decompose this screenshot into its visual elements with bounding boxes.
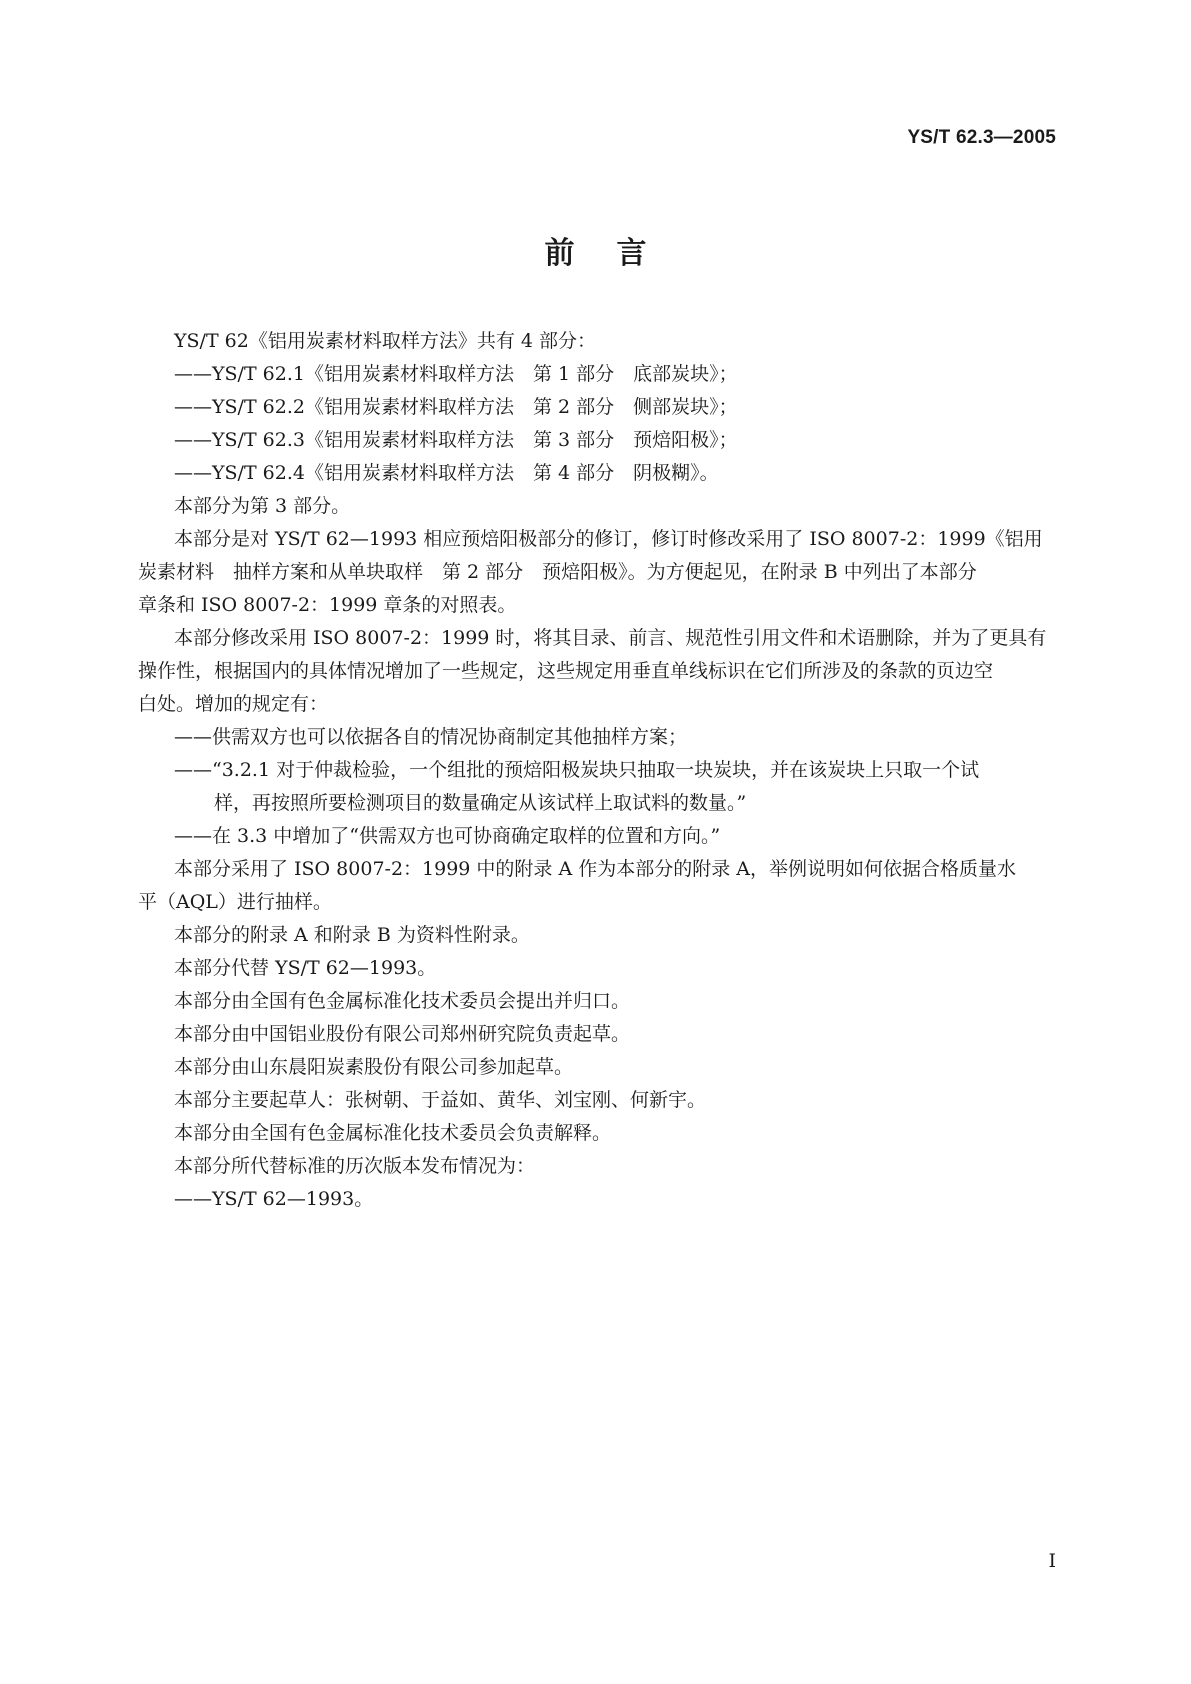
revision-line-1: 本部分是对 YS/T 62—1993 相应预焙阳极部分的修订，修订时修改采用了 ISO 8007-2：1999《铝用	[174, 528, 1043, 550]
part-statement: 本部分为第 3 部分。	[174, 495, 351, 517]
annex-a-paragraph	[138, 853, 1056, 919]
annex-info-statement: 本部分的附录 A 和附录 B 为资料性附录。	[174, 924, 530, 946]
replacement-statement: 本部分代替 YS/T 62—1993。	[174, 957, 437, 979]
modification-line-2: 操作性，根据国内的具体情况增加了一些规定，这些规定用垂直单线标识在它们所涉及的条款的页边空	[138, 660, 994, 682]
intro-line: YS/T 62《铝用炭素材料取样方法》共有 4 部分：	[174, 330, 597, 352]
revision-line-2: 炭素材料 抽样方案和从单块取样 第 2 部分 预焙阳极》。为方便起见，在附录 B 中列出了本部分	[138, 561, 977, 583]
part-list-item-4: ——YS/T 62.4《铝用炭素材料取样方法 第 4 部分 阴极糊》。	[174, 462, 719, 484]
modification-paragraph	[138, 622, 1056, 721]
added-rule-1: ——供需双方也可以依据各自的情况协商制定其他抽样方案；	[174, 726, 688, 748]
proposer-statement: 本部分由全国有色金属标准化技术委员会提出并归口。	[174, 990, 631, 1012]
added-rule-3: ——在 3.3 中增加了“供需双方也可协商确定取样的位置和方向。”	[174, 825, 721, 847]
page-title: 前言	[544, 236, 689, 271]
drafter-statement: 本部分由中国铝业股份有限公司郑州研究院负责起草。	[174, 1023, 631, 1045]
page-number: I	[1048, 1550, 1056, 1572]
part-list-item-1: ——YS/T 62.1《铝用炭素材料取样方法 第 1 部分 底部炭块》；	[174, 363, 738, 385]
part-list-item-2: ——YS/T 62.2《铝用炭素材料取样方法 第 2 部分 侧部炭块》；	[174, 396, 738, 418]
modification-line-3: 白处。增加的规定有：	[138, 693, 329, 715]
history-item: ——YS/T 62—1993。	[174, 1188, 374, 1210]
foreword-body	[138, 325, 1056, 1216]
modification-line-1: 本部分修改采用 ISO 8007-2：1999 时，将其目录、前言、规范性引用文件和术语删除，并为了更具有	[174, 627, 1047, 649]
added-rule-2-line-2: 样，再按照所要检测项目的数量确定从该试样上取试料的数量。”	[214, 792, 747, 814]
participant-statement: 本部分由山东晨阳炭素股份有限公司参加起草。	[174, 1056, 574, 1078]
interpretation-statement: 本部分由全国有色金属标准化技术委员会负责解释。	[174, 1122, 612, 1144]
history-statement: 本部分所代替标准的历次版本发布情况为：	[174, 1155, 536, 1177]
revision-paragraph	[138, 523, 1056, 622]
standard-code: YS/T 62.3—2005	[907, 127, 1056, 148]
revision-line-3: 章条和 ISO 8007-2：1999 章条的对照表。	[138, 594, 517, 616]
part-list-item-3: ——YS/T 62.3《铝用炭素材料取样方法 第 3 部分 预焙阳极》；	[174, 429, 738, 451]
added-rule-2	[174, 754, 1056, 820]
annex-a-line-2: 平（AQL）进行抽样。	[138, 891, 332, 913]
main-drafters-statement: 本部分主要起草人：张树朝、于益如、黄华、刘宝刚、何新宇。	[174, 1089, 707, 1111]
annex-a-line-1: 本部分采用了 ISO 8007-2：1999 中的附录 A 作为本部分的附录 A，举例说明如何依据合格质量水	[174, 858, 1016, 880]
added-rule-2-line-1: ——“3.2.1 对于仲裁检验，一个组批的预焙阳极炭块只抽取一块炭块，并在该炭块上只取一个试	[174, 759, 980, 781]
